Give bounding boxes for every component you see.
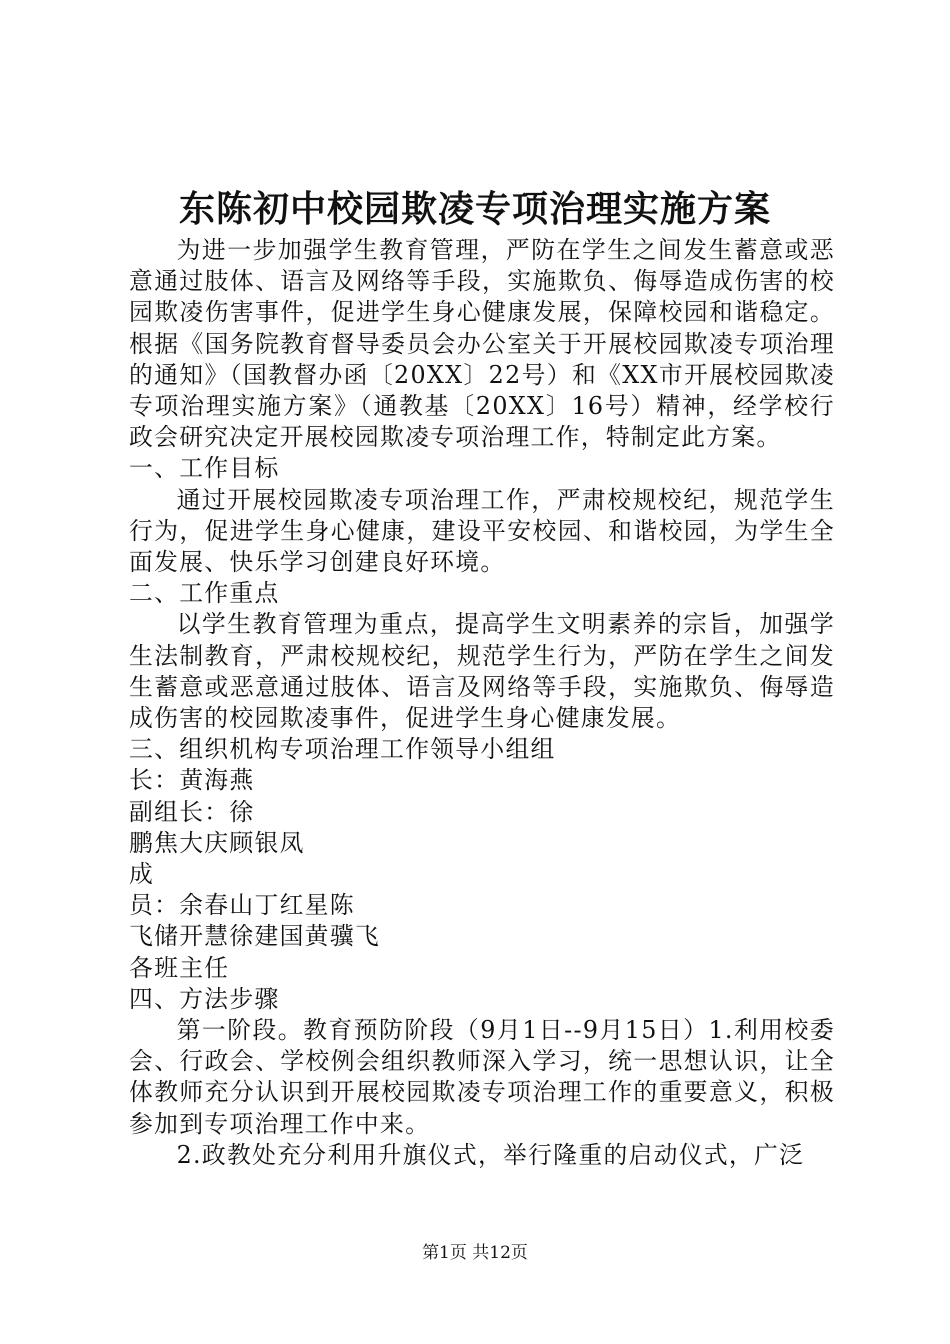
paragraph-goals: 通过开展校园欺凌专项治理工作，严肃校规校纪，规范学生行为，促进学生身心健康，建设平安校园、和谐校园，为学生全面发展、快乐学习创建良好环境。	[129, 485, 835, 577]
section-heading-organization: 三、组织机构专项治理工作领导小组组	[129, 735, 556, 764]
paragraph-intro: 为进一步加强学生教育管理，严防在学生之间发生蓄意或恶意通过肢体、语言及网络等手段，实施欺负、侮辱造成伤害的校园欺凌伤害事件，促进学生身心健康发展，保障校园和谐稳定。根据《国务院教育督导委员会办公室关于开展校园欺凌专项治理的通知》（国教督办函〔20XX〕22号）和《XX市开展校园欺凌专项治理实施方案》（通教基〔20XX〕16号）精神，经学校行政会研究决定开展校园欺凌专项治理工作，特制定此方案。	[129, 236, 835, 452]
org-line: 长：黄海燕	[129, 766, 255, 795]
section-heading-steps: 四、方法步骤	[129, 984, 280, 1013]
paragraph-phase-one: 第一阶段。教育预防阶段（9月1日--9月15日）1.利用校委会、行政会、学校例会组织教师深入学习，统一思想认识，让全体教师充分认识到开展校园欺凌专项治理工作的重要意义，积极参加到专项治理工作中来。	[129, 1016, 835, 1138]
section-heading-focus: 二、工作重点	[129, 579, 280, 608]
page-footer: 第1页 共12页	[422, 1243, 528, 1263]
document-title: 东陈初中校园欺凌专项治理实施方案	[178, 188, 771, 230]
org-line: 员：余春山丁红星陈	[129, 891, 355, 920]
org-line: 飞储开慧徐建国黄骥飞	[129, 922, 380, 951]
org-line: 副组长：徐	[129, 797, 255, 826]
org-line: 各班主任	[129, 953, 230, 982]
section-heading-goals: 一、工作目标	[129, 454, 280, 483]
paragraph-step-two: 2.政教处充分利用升旗仪式，举行隆重的启动仪式，广泛	[176, 1140, 805, 1169]
paragraph-focus: 以学生教育管理为重点，提高学生文明素养的宗旨，加强学生法制教育，严肃校规校纪，规范学生行为，严防在学生之间发生蓄意或恶意通过肢体、语言及网络等手段，实施欺负、侮辱造成伤害的校园欺凌事件，促进学生身心健康发展。	[129, 610, 835, 733]
document-body	[129, 235, 835, 1171]
org-line: 成	[129, 860, 155, 889]
org-line: 鹏焦大庆顾银凤	[129, 828, 305, 857]
